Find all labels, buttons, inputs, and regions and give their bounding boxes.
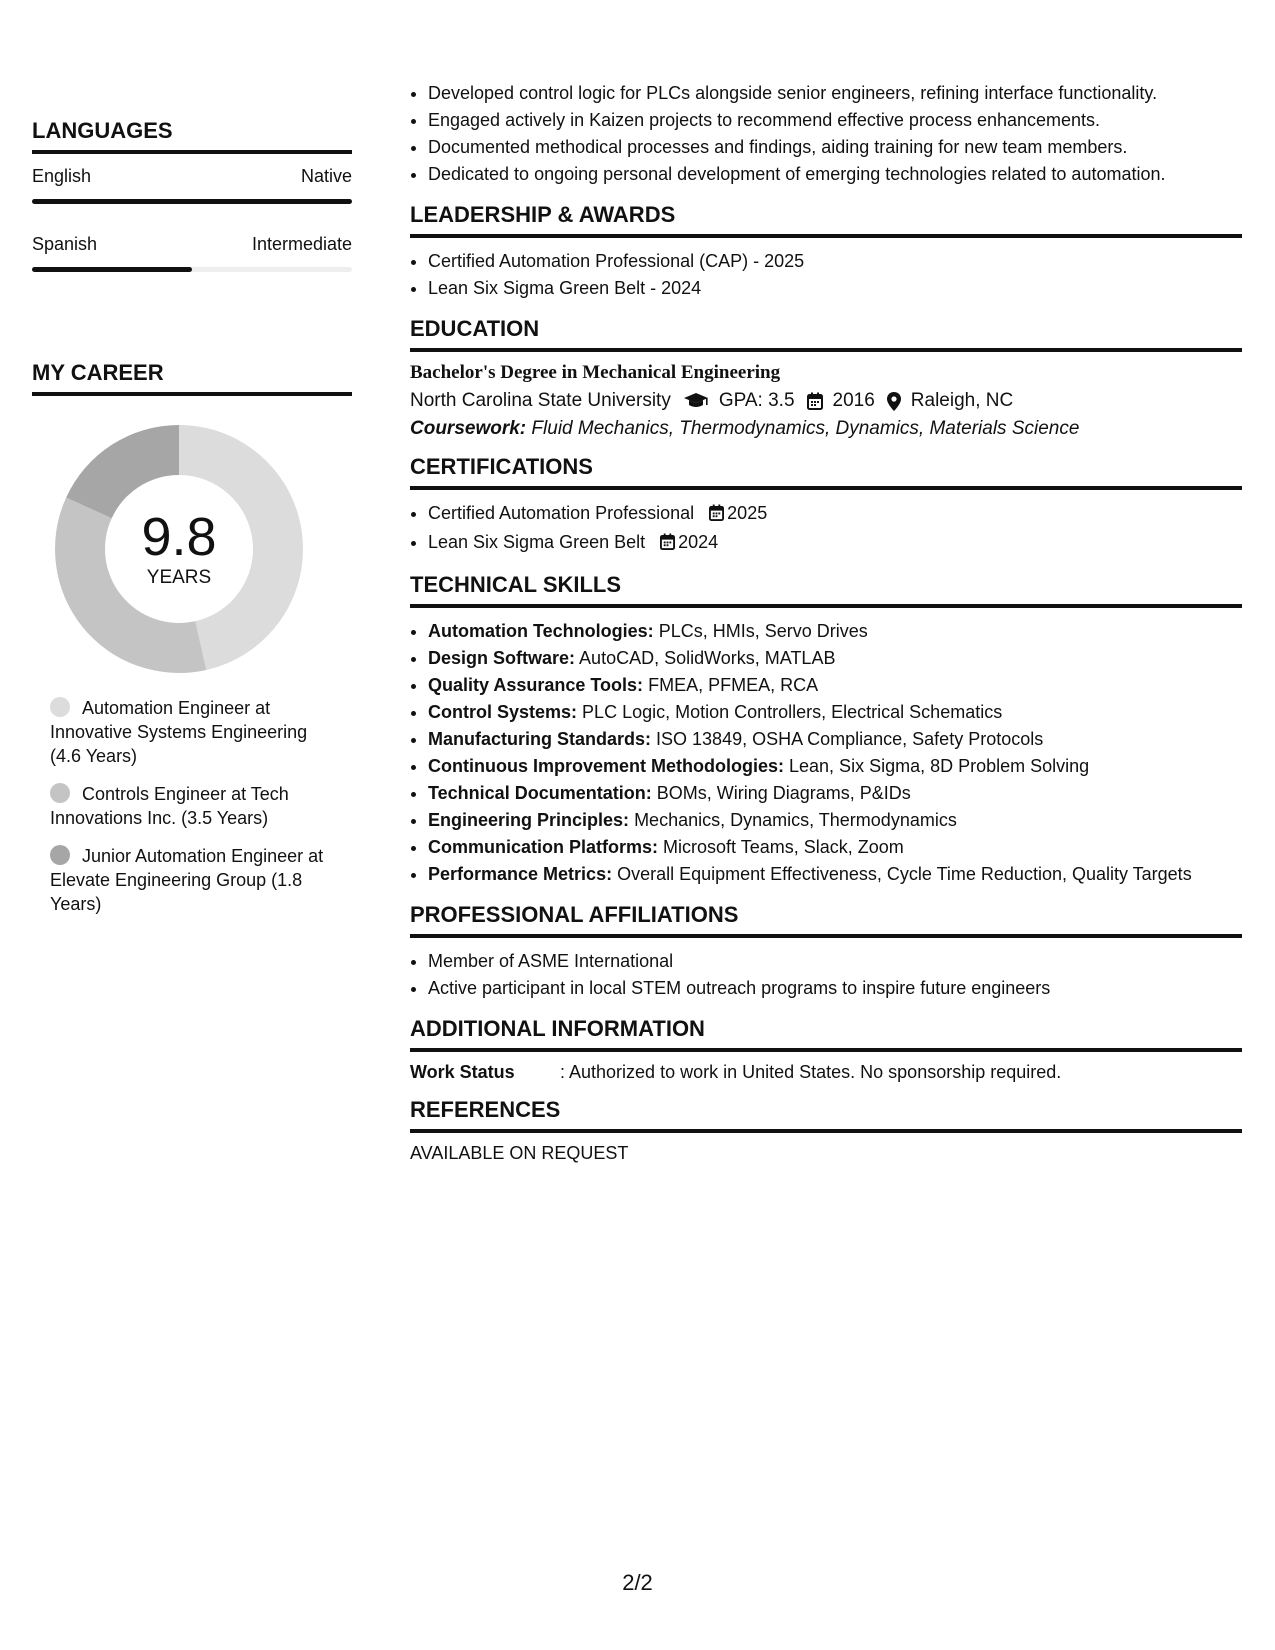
right-column xyxy=(410,80,1242,1164)
list-item: • Active participant in local STEM outreach programs to inspire future engineers xyxy=(428,975,1242,1002)
skill-item xyxy=(428,672,1242,699)
career-legend xyxy=(50,696,340,930)
skill-value: PLCs, HMIs, Servo Drives xyxy=(658,621,868,641)
language-name: English xyxy=(32,166,92,186)
certification-name: Certified Automation Professional xyxy=(428,503,695,523)
skill-label: Control Systems: xyxy=(428,702,578,722)
affiliations-heading: PROFESSIONAL AFFILIATIONS xyxy=(410,902,1242,938)
skill-value: ISO 13849, OSHA Compliance, Safety Protocols xyxy=(656,729,1044,749)
calendar-icon xyxy=(807,392,823,410)
skill-label: Engineering Principles: xyxy=(428,810,630,830)
legend-dot xyxy=(50,845,70,865)
education-school: North Carolina State University xyxy=(410,390,671,411)
education-details xyxy=(410,390,1242,412)
skill-item xyxy=(428,861,1242,888)
calendar-icon xyxy=(709,502,724,529)
education-heading: EDUCATION xyxy=(410,316,1242,352)
languages-heading: LANGUAGES xyxy=(32,118,352,154)
legend-dot xyxy=(50,697,70,717)
skill-value: Mechanics, Dynamics, Thermodynamics xyxy=(634,810,957,830)
skill-label: Performance Metrics: xyxy=(428,864,613,884)
skill-label: Automation Technologies: xyxy=(428,621,654,641)
language-proficiency-bar xyxy=(32,267,352,272)
language-level: Native xyxy=(300,166,352,186)
additional-info-heading: ADDITIONAL INFORMATION xyxy=(410,1016,1242,1052)
skills-list xyxy=(410,618,1242,888)
skill-item xyxy=(428,780,1242,807)
coursework-value: Fluid Mechanics, Thermodynamics, Dynamics, Materials Science xyxy=(531,418,1080,439)
legend-item xyxy=(50,696,340,768)
page-number: 2/2 xyxy=(622,1570,653,1595)
certification-year: 2024 xyxy=(678,532,719,552)
education-coursework xyxy=(410,418,1242,440)
career-years-unit: YEARS xyxy=(146,567,212,588)
skill-value: Lean, Six Sigma, 8D Problem Solving xyxy=(789,756,1090,776)
education-year: 2016 xyxy=(832,390,875,411)
legend-item xyxy=(50,844,340,916)
legend-text: Automation Engineer at Innovative Systems Engineering (4.6 Years) xyxy=(50,698,308,766)
list-item xyxy=(428,529,1242,558)
calendar-icon xyxy=(660,531,675,558)
language-proficiency-fill xyxy=(32,199,352,204)
list-item: • Lean Six Sigma Green Belt - 2024 xyxy=(428,275,1242,302)
skill-value: BOMs, Wiring Diagrams, P&IDs xyxy=(656,783,911,803)
career-heading: MY CAREER xyxy=(32,360,352,396)
graduation-cap-icon xyxy=(683,392,709,410)
language-item xyxy=(32,166,352,204)
skill-item xyxy=(428,618,1242,645)
certifications-list xyxy=(410,500,1242,558)
skill-label: Technical Documentation: xyxy=(428,783,652,803)
skill-value: Microsoft Teams, Slack, Zoom xyxy=(663,837,904,857)
skill-item xyxy=(428,726,1242,753)
education-degree: Bachelor's Degree in Mechanical Engineering xyxy=(410,362,781,383)
skill-item xyxy=(428,753,1242,780)
list-item: • Engaged actively in Kaizen projects to recommend effective process enhancements. xyxy=(428,107,1242,134)
skill-value: Overall Equipment Effectiveness, Cycle Time Reduction, Quality Targets xyxy=(617,864,1192,884)
skill-value: AutoCAD, SolidWorks, MATLAB xyxy=(579,648,836,668)
leadership-list xyxy=(410,248,1242,302)
skill-value: PLC Logic, Motion Controllers, Electrical Schematics xyxy=(582,702,1003,722)
list-item xyxy=(428,500,1242,529)
work-status-value: : Authorized to work in United States. No sponsorship required. xyxy=(560,1062,1062,1082)
donut-center xyxy=(54,424,304,674)
skill-item xyxy=(428,645,1242,672)
experience-bullets xyxy=(410,80,1242,188)
skill-label: Design Software: xyxy=(428,648,576,668)
skill-item xyxy=(428,834,1242,861)
skill-label: Continuous Improvement Methodologies: xyxy=(428,756,784,776)
legend-text: Controls Engineer at Tech Innovations Inc. (3.5 Years) xyxy=(50,784,289,828)
skill-value: FMEA, PFMEA, RCA xyxy=(648,675,819,695)
language-proficiency-fill xyxy=(32,267,192,272)
skill-item xyxy=(428,807,1242,834)
list-item: • Certified Automation Professional (CAP) - 2025 xyxy=(428,248,1242,275)
work-status-label: Work Status xyxy=(410,1062,515,1082)
certification-year: 2025 xyxy=(727,503,768,523)
language-level: Intermediate xyxy=(251,234,352,254)
coursework-label: Coursework: xyxy=(410,418,527,439)
skill-label: Quality Assurance Tools: xyxy=(428,675,644,695)
education-location: Raleigh, NC xyxy=(910,390,1014,411)
references-heading: REFERENCES xyxy=(410,1097,1242,1133)
language-proficiency-bar xyxy=(32,199,352,204)
legend-text: Junior Automation Engineer at Elevate Engineering Group (1.8 Years) xyxy=(50,846,324,914)
skill-label: Communication Platforms: xyxy=(428,837,659,857)
affiliations-list xyxy=(410,948,1242,1002)
work-status-row xyxy=(410,1062,1242,1083)
language-item xyxy=(32,234,352,272)
location-pin-icon xyxy=(887,392,901,411)
career-total-years: 9.8 xyxy=(141,507,217,567)
list-item: • Documented methodical processes and findings, aiding training for new team members. xyxy=(428,134,1242,161)
career-donut-chart xyxy=(54,424,304,674)
skills-heading: TECHNICAL SKILLS xyxy=(410,572,1242,608)
certifications-heading: CERTIFICATIONS xyxy=(410,454,1242,490)
certification-name: Lean Six Sigma Green Belt xyxy=(428,532,646,552)
list-item: • Member of ASME International xyxy=(428,948,1242,975)
leadership-heading: LEADERSHIP & AWARDS xyxy=(410,202,1242,238)
language-name: Spanish xyxy=(32,234,98,254)
list-item: • Dedicated to ongoing personal development of emerging technologies related to automation. xyxy=(428,161,1242,188)
skill-label: Manufacturing Standards: xyxy=(428,729,652,749)
skill-item xyxy=(428,699,1242,726)
references-text: AVAILABLE ON REQUEST xyxy=(410,1143,629,1163)
legend-item xyxy=(50,782,340,830)
legend-dot xyxy=(50,783,70,803)
education-gpa: GPA: 3.5 xyxy=(718,390,795,411)
list-item: • Developed control logic for PLCs alongside senior engineers, refining interface functionality. xyxy=(428,80,1242,107)
